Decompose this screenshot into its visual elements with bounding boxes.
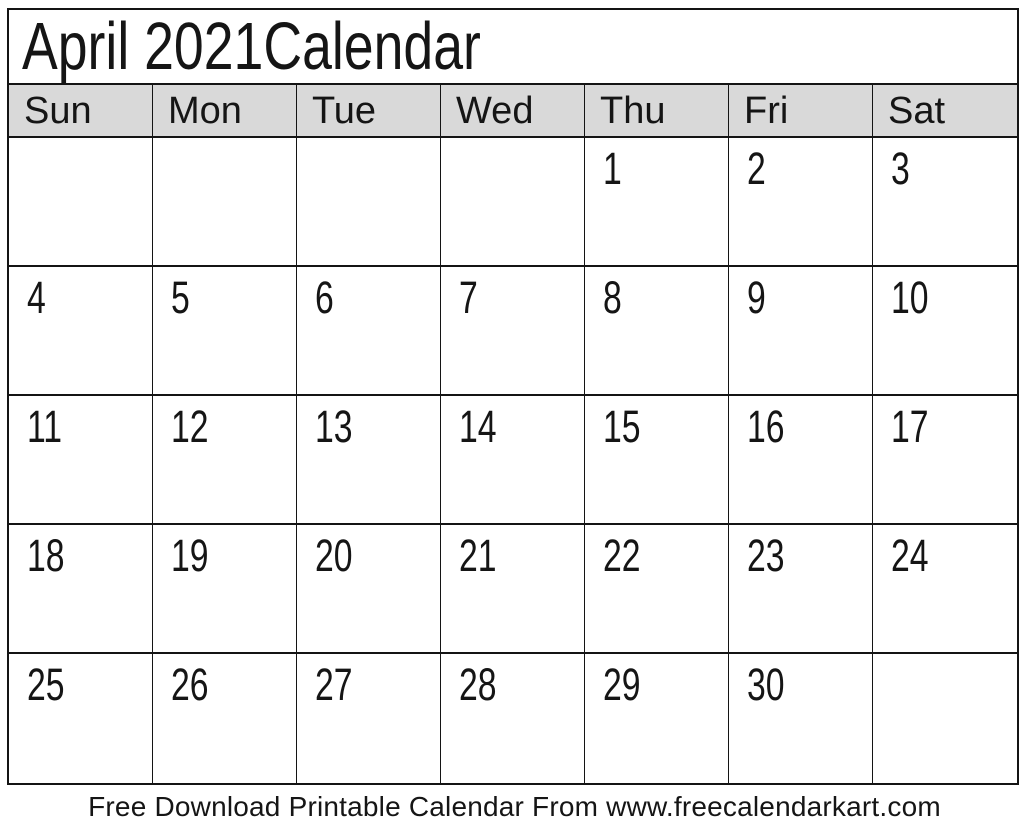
day-cell: [441, 396, 585, 525]
day-number: 3: [891, 143, 910, 194]
day-number: 6: [315, 272, 334, 323]
day-cell: [9, 396, 153, 525]
day-cell: [441, 525, 585, 654]
weekday-label: Sun: [24, 89, 92, 132]
day-number: 24: [891, 530, 929, 581]
day-cell: [9, 654, 153, 783]
day-cell: [153, 267, 297, 396]
weekday-label: Mon: [168, 89, 242, 132]
day-cell: [441, 654, 585, 783]
day-number: 25: [27, 659, 65, 710]
day-cell: [297, 525, 441, 654]
weekday-thu: [585, 85, 729, 138]
day-cell: [297, 138, 441, 267]
day-cell: [297, 654, 441, 783]
day-cell: [729, 654, 873, 783]
day-number: 11: [27, 401, 63, 452]
day-cell: [873, 525, 1017, 654]
day-number: 28: [459, 659, 497, 710]
day-number: 10: [891, 272, 929, 323]
weekday-label: Wed: [456, 89, 534, 132]
day-cell: [585, 267, 729, 396]
week-row-4: [9, 525, 1017, 654]
day-number: 8: [603, 272, 622, 323]
weekday-fri: [729, 85, 873, 138]
day-number: 7: [459, 272, 478, 323]
day-cell: [873, 138, 1017, 267]
week-row-5: [9, 654, 1017, 783]
day-cell: [9, 525, 153, 654]
weekday-label: Thu: [600, 89, 666, 132]
day-number: 9: [747, 272, 766, 323]
day-number: 23: [747, 530, 785, 581]
day-cell: [585, 396, 729, 525]
day-cell: [297, 396, 441, 525]
weekday-sun: [9, 85, 153, 138]
day-number: 21: [459, 530, 497, 581]
weekday-label: Fri: [744, 89, 789, 132]
day-cell: [873, 267, 1017, 396]
day-number: 15: [603, 401, 641, 452]
day-number: 18: [27, 530, 65, 581]
weekday-label: Sat: [888, 89, 946, 132]
day-cell: [873, 654, 1017, 783]
week-row-1: [9, 138, 1017, 267]
day-number: 14: [459, 401, 497, 452]
day-number: 27: [315, 659, 353, 710]
day-number: 2: [747, 143, 766, 194]
day-cell: [729, 138, 873, 267]
day-cell: [153, 654, 297, 783]
day-number: 4: [27, 272, 46, 323]
weekday-mon: [153, 85, 297, 138]
day-cell: [729, 267, 873, 396]
day-cell: [585, 654, 729, 783]
weekday-header-row: [9, 85, 1017, 138]
weekday-label: Tue: [312, 89, 377, 132]
day-cell: [153, 138, 297, 267]
day-cell: [153, 396, 297, 525]
day-number: 17: [891, 401, 929, 452]
calendar: [7, 8, 1019, 785]
day-number: 22: [603, 530, 641, 581]
weekday-tue: [297, 85, 441, 138]
day-cell: [9, 267, 153, 396]
day-cell: [585, 138, 729, 267]
day-number: 20: [315, 530, 353, 581]
day-cell: [873, 396, 1017, 525]
day-cell: [441, 138, 585, 267]
day-number: 12: [171, 401, 209, 452]
day-number: 29: [603, 659, 641, 710]
week-row-2: [9, 267, 1017, 396]
footer-credit: Free Download Printable Calendar From www.freecalendarkart.com: [88, 791, 941, 822]
day-number: 13: [315, 401, 353, 452]
day-number: 30: [747, 659, 785, 710]
day-cell: [297, 267, 441, 396]
day-cell: [441, 267, 585, 396]
title-band: [9, 10, 1017, 85]
day-number: 1: [603, 143, 622, 194]
day-number: 19: [171, 530, 209, 581]
day-number: 5: [171, 272, 190, 323]
day-number: 16: [747, 401, 785, 452]
day-cell: [729, 396, 873, 525]
week-row-3: [9, 396, 1017, 525]
day-cell: [585, 525, 729, 654]
day-cell: [153, 525, 297, 654]
calendar-title: April 2021Calendar: [22, 9, 481, 84]
day-cell: [9, 138, 153, 267]
day-number: 26: [171, 659, 209, 710]
weekday-sat: [873, 85, 1017, 138]
weekday-wed: [441, 85, 585, 138]
day-cell: [729, 525, 873, 654]
